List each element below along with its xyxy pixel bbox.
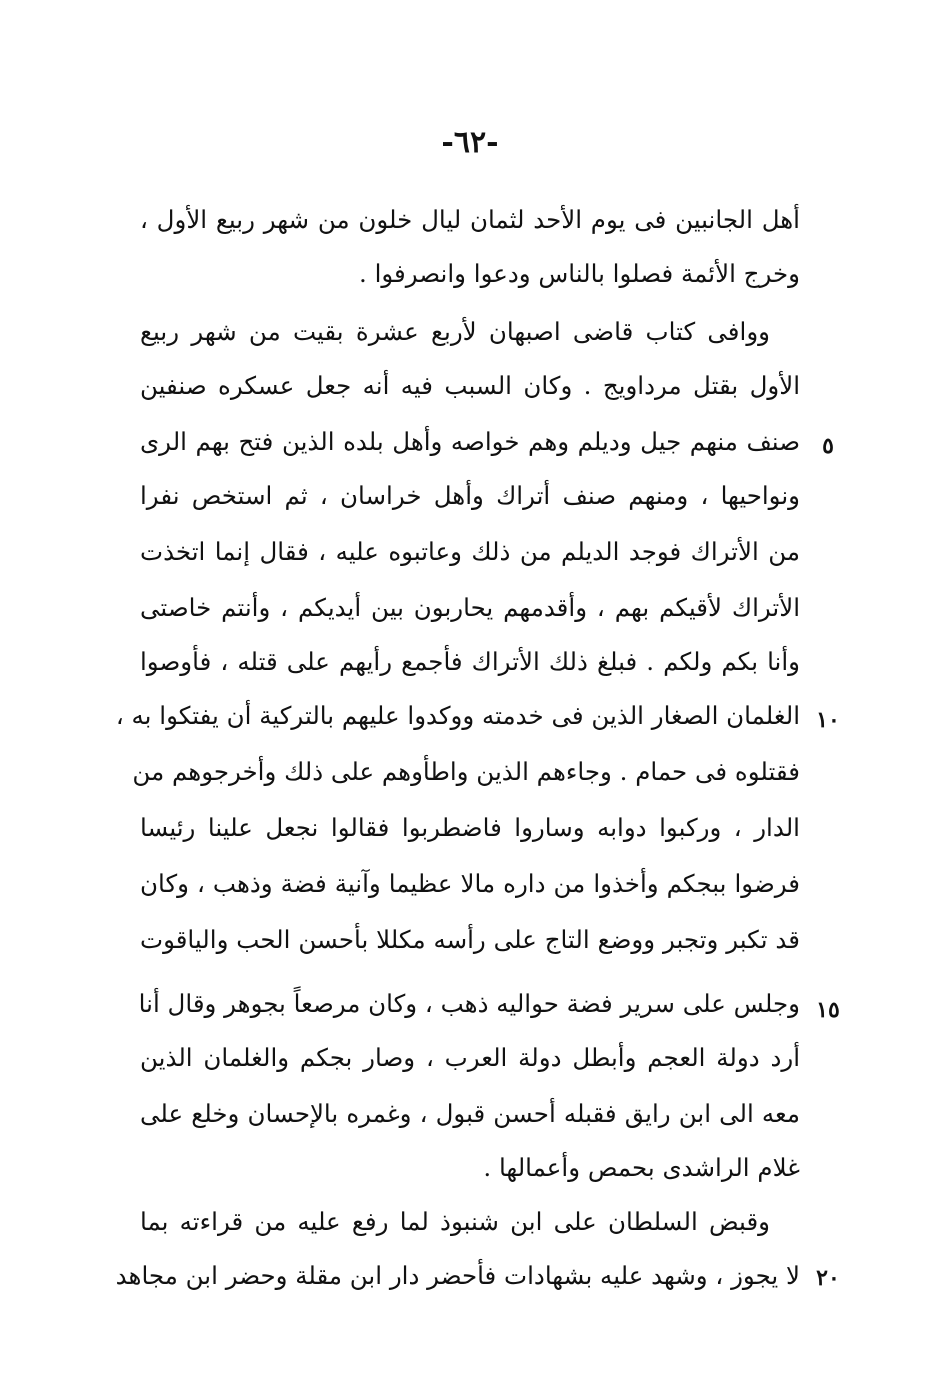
text-line: الأول بقتل مرداويج . وكان السبب فيه أنه جعل عسكره صنفين [140,371,800,400]
text-line: الدار ، وركبوا دوابه وساروا فاضطربوا فقالوا نجعل علينا رئيسا [140,813,800,842]
text-line: أهل الجانبين فى يوم الأحد لثمان ليال خلون من شهر ربيع الأول ، [140,205,800,234]
line-number-10: ١٠ [816,707,840,733]
text-line: قد تكبر وتجبر ووضع التاج على رأسه مكللا بأحسن الحب والياقوت [140,925,800,954]
text-line: ووافى كتاب قاضى اصبهان لأربع عشرة بقيت من شهر ربيع [140,317,770,346]
text-line: ونواحيها ، ومنهم صنف أتراك وأهل خراسان ، ثم استخص نفرا [140,481,800,510]
text-line: صنف منهم جيل وديلم وهم خواصه وأهل بلده الذين فتح بهم الرى [140,427,800,456]
text-line: من الأتراك فوجد الديلم من ذلك وعاتبوه عليه ، فقال إنما اتخذت [140,537,800,566]
text-line: الغلمان الصغار الذين فى خدمته ووكدوا عليهم بالتركية أن يفتكوا به ، [115,701,800,730]
text-line: أرد دولة العجم وأبطل دولة العرب ، وصار بجكم والغلمان الذين [140,1043,800,1072]
text-line: وأنا بكم ولكم . فبلغ ذلك الأتراك فأجمع رأيهم على قتله ، فأوصوا [140,647,800,676]
text-line: الأتراك لأقيكم بهم ، وأقدمهم يحاربون بين أيديكم ، وأنتم خاصتى [140,593,800,622]
text-line: غلام الراشدى بحمص وأعمالها . [483,1153,800,1182]
line-number-20: ٢٠ [816,1265,840,1291]
text-line: فقتلوه فى حمام . وجاءهم الذين واطأوهم على ذلك وأخرجوهم من [132,757,800,786]
text-line: لا يجوز ، وشهد عليه بشهادات فأحضر دار ابن مقلة وحضر ابن مجاهد [115,1261,800,1290]
page-number: -٦٢- [441,125,499,160]
text-line: معه الى ابن رايق فقبله أحسن قبول ، وغمره بالإحسان وخلع على [140,1099,800,1128]
line-number-5: ٥ [822,433,834,459]
text-line: وخرج الأئمة فصلوا بالناس ودعوا وانصرفوا . [359,259,800,288]
text-line: وقبض السلطان على ابن شنبوذ لما رفع عليه من قراءته بما [140,1207,770,1236]
line-number-15: ١٥ [816,997,840,1023]
text-line: فرضوا ببجكم وأخذوا من داره مالا عظيما وآنية فضة وذهب ، وكان [140,869,800,898]
text-line: وجلس على سرير فضة حواليه ذهب ، وكان مرصعاً بجوهر وقال أنا [138,989,800,1018]
